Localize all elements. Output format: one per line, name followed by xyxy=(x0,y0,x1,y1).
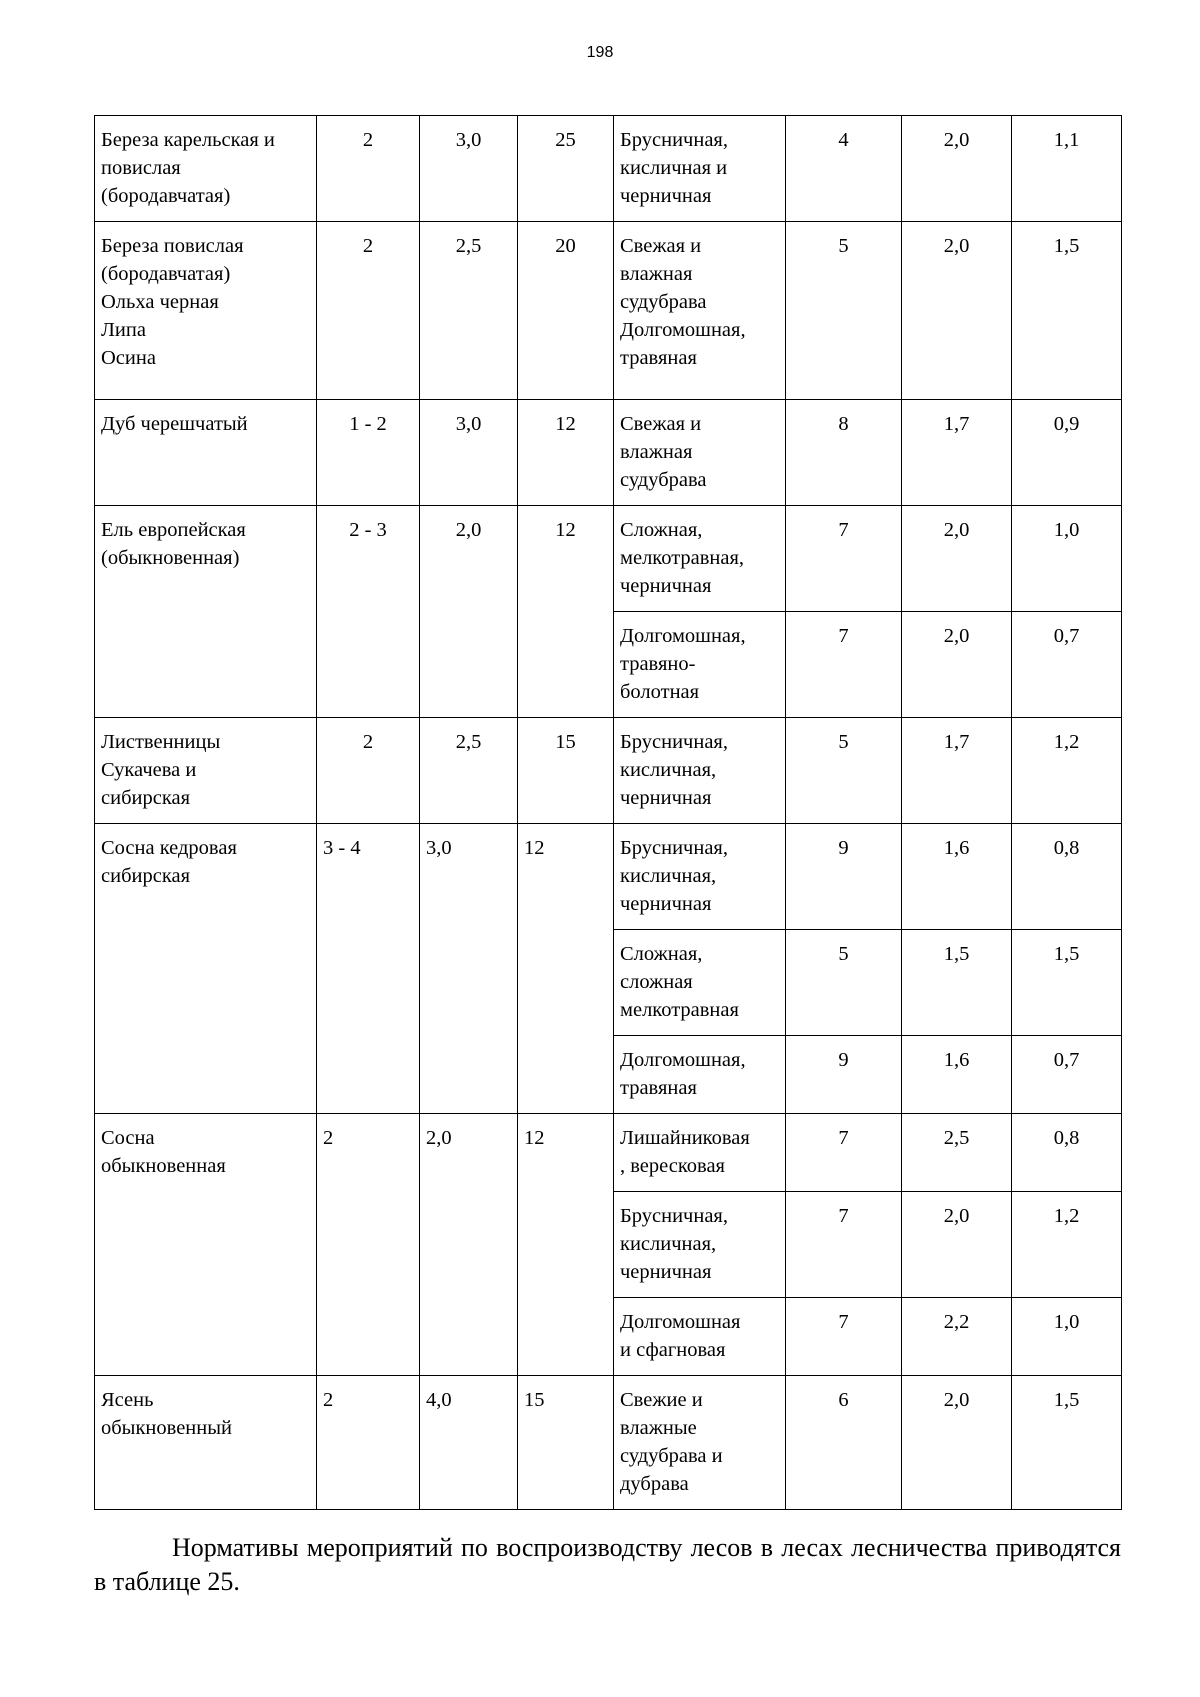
value-cell: 1,2 xyxy=(1012,718,1122,824)
value-cell: 15 xyxy=(518,718,614,824)
forest-type-cell: Брусничная, кисличная, черничная xyxy=(614,718,786,824)
page-number: 198 xyxy=(586,44,614,61)
value-cell: 7 xyxy=(786,1114,902,1192)
value-cell: 4 xyxy=(786,116,902,222)
value-cell: 2,0 xyxy=(420,506,518,718)
value-cell: 2,0 xyxy=(902,116,1012,222)
value-cell: 7 xyxy=(786,1298,902,1376)
value-cell: 2 xyxy=(317,1114,420,1376)
value-cell: 2,0 xyxy=(420,1114,518,1376)
value-cell: 2,5 xyxy=(420,222,518,400)
value-cell: 1,6 xyxy=(902,824,1012,930)
value-cell: 25 xyxy=(518,116,614,222)
species-cell: Береза карельская и повислая (бородавчатая) xyxy=(95,116,317,222)
value-cell: 2,2 xyxy=(902,1298,1012,1376)
table-row xyxy=(95,116,1122,222)
value-cell: 12 xyxy=(518,1114,614,1376)
species-cell: Сосна обыкновенная xyxy=(95,1114,317,1376)
value-cell: 2,0 xyxy=(902,1192,1012,1298)
table-row xyxy=(95,400,1122,506)
value-cell: 3,0 xyxy=(420,824,518,1114)
value-cell: 1,2 xyxy=(1012,1192,1122,1298)
value-cell: 1,5 xyxy=(1012,1376,1122,1510)
value-cell: 12 xyxy=(518,400,614,506)
value-cell: 20 xyxy=(518,222,614,400)
value-cell: 1,0 xyxy=(1012,506,1122,612)
value-cell: 2 xyxy=(317,222,420,400)
forest-type-cell: Брусничная, кисличная, черничная xyxy=(614,824,786,930)
value-cell: 6 xyxy=(786,1376,902,1510)
value-cell: 2,5 xyxy=(902,1114,1012,1192)
value-cell: 1,5 xyxy=(902,930,1012,1036)
species-cell: Ель европейская (обыкновенная) xyxy=(95,506,317,718)
forest-norms-table xyxy=(94,115,1122,1510)
value-cell: 1,5 xyxy=(1012,222,1122,400)
forest-type-cell: Сложная, сложная мелкотравная xyxy=(614,930,786,1036)
value-cell: 3,0 xyxy=(420,116,518,222)
table-row xyxy=(95,1114,1122,1192)
forest-type-cell: Свежая и влажная судубрава Долгомошная, травяная xyxy=(614,222,786,400)
forest-type-cell: Лишайниковая , вересковая xyxy=(614,1114,786,1192)
value-cell: 5 xyxy=(786,930,902,1036)
value-cell: 0,7 xyxy=(1012,1036,1122,1114)
species-cell: Ясень обыкновенный xyxy=(95,1376,317,1510)
value-cell: 0,8 xyxy=(1012,824,1122,930)
value-cell: 2 xyxy=(317,718,420,824)
value-cell: 8 xyxy=(786,400,902,506)
value-cell: 2,0 xyxy=(902,612,1012,718)
value-cell: 2,0 xyxy=(902,222,1012,400)
value-cell: 1,1 xyxy=(1012,116,1122,222)
value-cell: 0,8 xyxy=(1012,1114,1122,1192)
value-cell: 9 xyxy=(786,1036,902,1114)
value-cell: 5 xyxy=(786,718,902,824)
species-cell: Дуб черешчатый xyxy=(95,400,317,506)
value-cell: 1,7 xyxy=(902,718,1012,824)
forest-type-cell: Долгомошная и сфагновая xyxy=(614,1298,786,1376)
value-cell: 1 - 2 xyxy=(317,400,420,506)
value-cell: 2 xyxy=(317,1376,420,1510)
forest-type-cell: Брусничная, кисличная и черничная xyxy=(614,116,786,222)
value-cell: 2 xyxy=(317,116,420,222)
forest-type-cell: Сложная, мелкотравная, черничная xyxy=(614,506,786,612)
value-cell: 4,0 xyxy=(420,1376,518,1510)
table-row xyxy=(95,1376,1122,1510)
value-cell: 12 xyxy=(518,506,614,718)
value-cell: 2,0 xyxy=(902,1376,1012,1510)
forest-type-cell: Брусничная, кисличная, черничная xyxy=(614,1192,786,1298)
forest-type-cell: Долгомошная, травяная xyxy=(614,1036,786,1114)
value-cell: 3,0 xyxy=(420,400,518,506)
species-cell: Лиственницы Сукачева и сибирская xyxy=(95,718,317,824)
value-cell: 7 xyxy=(786,612,902,718)
value-cell: 1,7 xyxy=(902,400,1012,506)
body-paragraph: Нормативы мероприятий по воспроизводству лесов в лесах лесничества приводятся в таблице 25. xyxy=(94,1533,1121,1596)
value-cell: 0,9 xyxy=(1012,400,1122,506)
value-cell: 2,0 xyxy=(902,506,1012,612)
table-row xyxy=(95,222,1122,400)
table-row xyxy=(95,718,1122,824)
table-row xyxy=(95,506,1122,612)
species-cell: Береза повислая (бородавчатая) Ольха черная Липа Осина xyxy=(95,222,317,400)
forest-type-cell: Свежие и влажные судубрава и дубрава xyxy=(614,1376,786,1510)
value-cell: 7 xyxy=(786,1192,902,1298)
value-cell: 3 - 4 xyxy=(317,824,420,1114)
forest-type-cell: Долгомошная, травяно- болотная xyxy=(614,612,786,718)
value-cell: 15 xyxy=(518,1376,614,1510)
value-cell: 1,5 xyxy=(1012,930,1122,1036)
value-cell: 2 - 3 xyxy=(317,506,420,718)
value-cell: 2,5 xyxy=(420,718,518,824)
value-cell: 1,0 xyxy=(1012,1298,1122,1376)
value-cell: 7 xyxy=(786,506,902,612)
forest-type-cell: Свежая и влажная судубрава xyxy=(614,400,786,506)
value-cell: 0,7 xyxy=(1012,612,1122,718)
species-cell: Сосна кедровая сибирская xyxy=(95,824,317,1114)
value-cell: 9 xyxy=(786,824,902,930)
table-row xyxy=(95,824,1122,930)
value-cell: 5 xyxy=(786,222,902,400)
value-cell: 12 xyxy=(518,824,614,1114)
value-cell: 1,6 xyxy=(902,1036,1012,1114)
